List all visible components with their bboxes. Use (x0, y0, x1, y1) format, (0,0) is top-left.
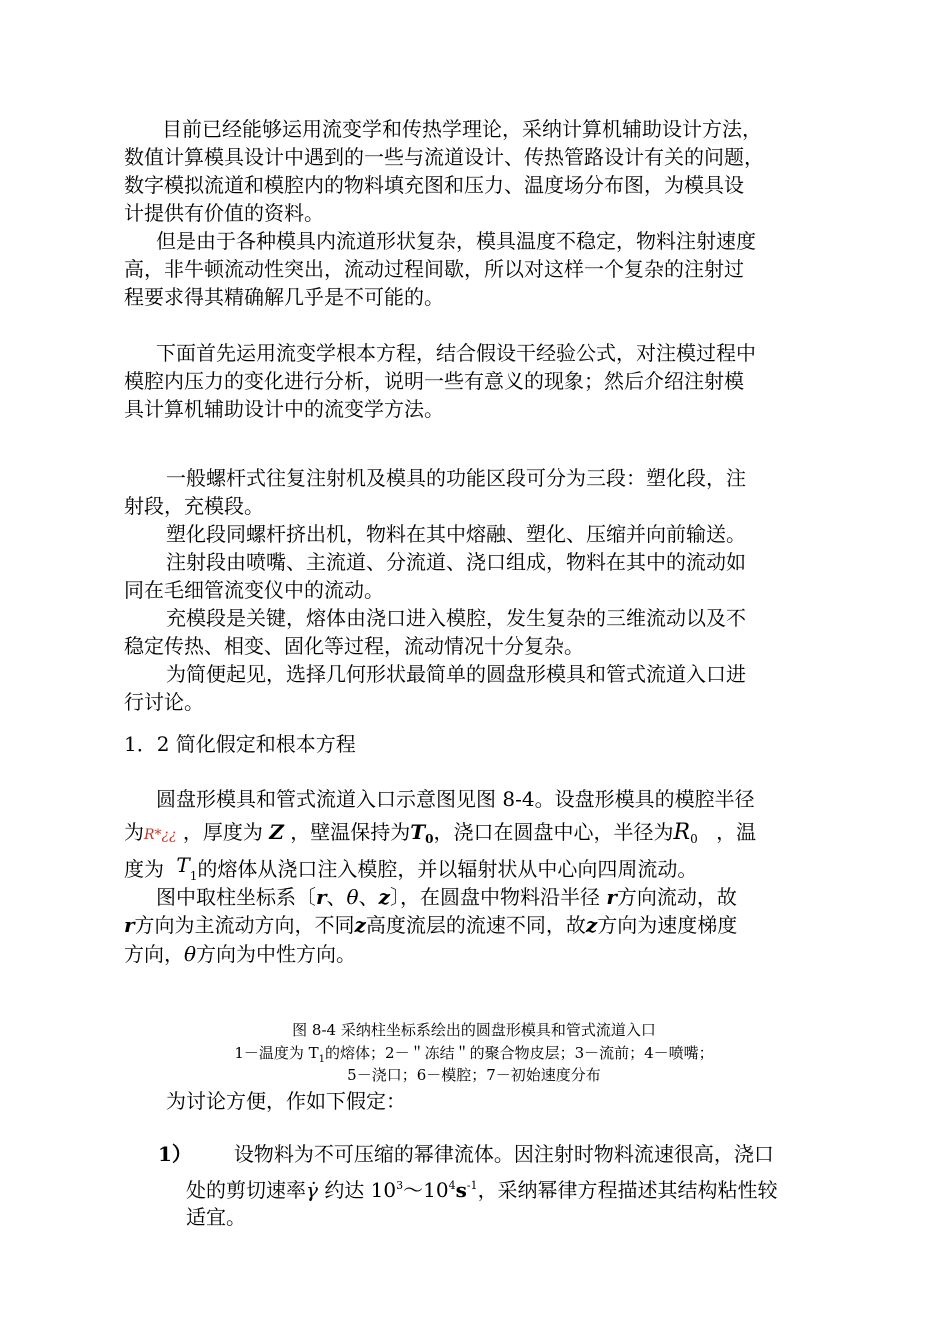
para3-line2: 模腔内压力的变化进行分析，说明一些有意义的现象；然后介绍注射模 (124, 369, 744, 393)
section-heading: 1．2 简化假定和根本方程 (124, 732, 356, 756)
para7-line2: 稳定传热、相变、固化等过程，流动情况十分复杂。 (124, 634, 584, 658)
para11: 为讨论方便，作如下假定： (166, 1089, 406, 1113)
para3-line3: 具计算机辅助设计中的流变学方法。 (124, 397, 444, 421)
para10-line3: 方向，θ方向为中性方向。 (124, 942, 357, 966)
para7-line1: 充模段是关键，熔体由浇口进入模腔，发生复杂的三维流动以及不 (166, 606, 746, 630)
para4-line2: 射段，充模段。 (124, 494, 264, 518)
para2-line3: 程要求得其精确解几乎是不可能的。 (124, 285, 444, 309)
para9-line3: 度为 $T_1$的熔体从浇口注入模腔，并以辐射状从中心向四周流动。 (124, 853, 698, 883)
para10-line2: r方向为主流动方向，不同z高度流层的流速不同，故z方向为速度梯度 (124, 913, 738, 937)
para8-line1: 为简便起见，选择几何形状最简单的圆盘形模具和管式流道入口进 (166, 662, 746, 686)
para5-line1: 塑化段同螺杆挤出机，物料在其中熔融、塑化、压缩并向前输送。 (166, 522, 746, 546)
figure-caption-title: 图 8-4 采纳柱坐标系绘出的圆盘形模具和管式流道入口 (292, 1021, 656, 1039)
list-item-1-line1: 1） 设物料为不可压缩的幂律流体。因注射时物料流速很高，浇口 (158, 1142, 774, 1166)
figure-caption-line2: 1－温度为 $T_1$的熔体；2－＂冻结＂的聚合物皮层；3－流前；4－喷嘴； (234, 1044, 714, 1065)
para9-line2: 为R*¿¿ ，厚度为 Z ，壁温保持为$T_0$，浇口在圆盘中心，半径为$R_0$ ，温 (124, 820, 757, 846)
para4-line1: 一般螺杆式往复注射机及模具的功能区段可分为三段：塑化段，注 (166, 466, 746, 490)
list-item-1-line3: 适宜。 (186, 1205, 246, 1229)
para2-line2: 高，非牛顿流动性突出，流动过程间歇，所以对这样一个复杂的注射过 (124, 257, 744, 281)
para2-line1: 但是由于各种模具内流道形状复杂，模具温度不稳定，物料注射速度 (156, 229, 756, 253)
list-item-1-line2: 处的剪切速率γ̇ 约达 $10^3\sim 10^4s^{-1}$，采纳幂律方程描述其结构粘性较 (186, 1178, 778, 1202)
figure-caption-line3: 5－浇口；6－模腔；7－初始速度分布 (347, 1066, 601, 1084)
para3-line1: 下面首先运用流变学根本方程，结合假设干经验公式，对注模过程中 (156, 341, 756, 365)
para1-line2: 数值计算模具设计中遇到的一些与流道设计、传热管路设计有关的问题， (124, 145, 764, 169)
para1-line3: 数字模拟流道和模腔内的物料填充图和压力、温度场分布图，为模具设 (124, 173, 744, 197)
para6-line2: 同在毛细管流变仪中的流动。 (124, 578, 384, 602)
para8-line2: 行讨论。 (124, 690, 204, 714)
para1-line4: 计提供有价值的资料。 (124, 201, 324, 225)
para6-line1: 注射段由喷嘴、主流道、分流道、浇口组成，物料在其中的流动如 (166, 550, 746, 574)
para9-line1: 圆盘形模具和管式流道入口示意图见图 8-4。设盘形模具的模腔半径 (156, 787, 755, 811)
para10-line1: 图中取柱坐标系〔r、θ、z〕，在圆盘中物料沿半径 r方向流动，故 (156, 885, 737, 909)
para1-line1: 目前已经能够运用流变学和传热学理论，采纳计算机辅助设计方法， (162, 117, 762, 141)
